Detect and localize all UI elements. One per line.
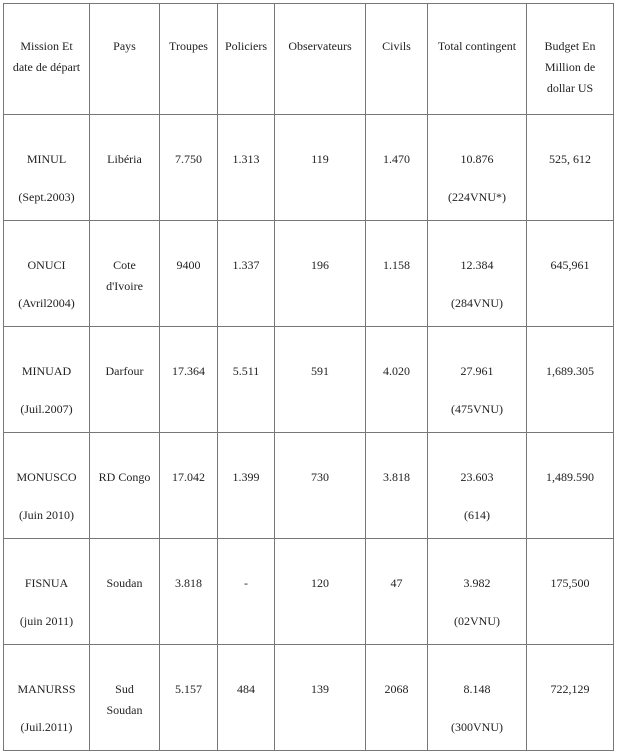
mission-name: FISNUA	[24, 576, 69, 590]
table-header	[4, 4, 614, 115]
header-civils: Civils	[366, 4, 428, 115]
total-note: (300VNU)	[451, 720, 503, 734]
policiers-cell: 1.313	[218, 115, 275, 221]
mission-cell	[4, 221, 90, 327]
header-troupes: Troupes	[160, 4, 218, 115]
pays-cell: Soudan	[90, 539, 160, 645]
mission-cell	[4, 433, 90, 539]
table-row	[4, 221, 614, 327]
header-policiers: Policiers	[218, 4, 275, 115]
mission-date: (Juil.2007)	[20, 402, 73, 416]
budget-cell: 722,129	[527, 645, 614, 751]
mission-name: ONUCI	[27, 258, 66, 272]
header-mission: Mission Et date de départ	[4, 4, 90, 115]
mission-cell	[4, 539, 90, 645]
table-row	[4, 645, 614, 751]
total-cell	[428, 433, 527, 539]
pays-cell: Sud Soudan	[90, 645, 160, 751]
observateurs-cell: 139	[275, 645, 366, 751]
observateurs-cell: 591	[275, 327, 366, 433]
header-budget: Budget En Million de dollar US	[527, 4, 614, 115]
civils-cell: 3.818	[366, 433, 428, 539]
troupes-cell: 9400	[160, 221, 218, 327]
mission-date: (juin 2011)	[19, 614, 74, 628]
pays-cell: Cote d'Ivoire	[90, 221, 160, 327]
total-note: (02VNU)	[454, 614, 500, 628]
mission-cell	[4, 327, 90, 433]
troupes-cell: 17.364	[160, 327, 218, 433]
civils-cell: 1.470	[366, 115, 428, 221]
mission-name: MINUL	[26, 152, 67, 166]
table-row	[4, 115, 614, 221]
mission-date: (Juil.2011)	[20, 720, 73, 734]
policiers-cell: 484	[218, 645, 275, 751]
mission-name: MINUAD	[21, 364, 72, 378]
header-observateurs: Observateurs	[275, 4, 366, 115]
total-cell	[428, 221, 527, 327]
pays-cell: RD Congo	[90, 433, 160, 539]
total-note: (224VNU*)	[448, 190, 506, 204]
total-cell	[428, 539, 527, 645]
mission-cell	[4, 115, 90, 221]
civils-cell: 47	[366, 539, 428, 645]
total-note: (614)	[464, 508, 490, 522]
budget-cell: 1,489.590	[527, 433, 614, 539]
total-value: 12.384	[460, 258, 494, 272]
budget-cell: 1,689.305	[527, 327, 614, 433]
mission-date: (Juin 2010)	[19, 508, 74, 522]
table-body	[4, 115, 614, 751]
budget-cell: 525, 612	[527, 115, 614, 221]
observateurs-cell: 119	[275, 115, 366, 221]
observateurs-cell: 196	[275, 221, 366, 327]
troupes-cell: 17.042	[160, 433, 218, 539]
total-cell	[428, 327, 527, 433]
mission-cell	[4, 645, 90, 751]
total-value: 23.603	[460, 470, 494, 484]
header-pays: Pays	[90, 4, 160, 115]
total-value: 10.876	[460, 152, 494, 166]
civils-cell: 1.158	[366, 221, 428, 327]
mission-date: (Avril2004)	[18, 296, 75, 310]
policiers-cell: 1.337	[218, 221, 275, 327]
total-note: (475VNU)	[451, 402, 503, 416]
table-row	[4, 539, 614, 645]
observateurs-cell: 120	[275, 539, 366, 645]
policiers-cell: 5.511	[218, 327, 275, 433]
mission-date: (Sept.2003)	[18, 190, 75, 204]
mission-name: MANURSS	[17, 682, 76, 696]
mission-name: MONUSCO	[16, 470, 77, 484]
policiers-cell: -	[218, 539, 275, 645]
total-cell	[428, 115, 527, 221]
total-note: (284VNU)	[451, 296, 503, 310]
missions-table	[3, 3, 614, 751]
budget-cell: 645,961	[527, 221, 614, 327]
troupes-cell: 3.818	[160, 539, 218, 645]
troupes-cell: 5.157	[160, 645, 218, 751]
total-value: 3.982	[463, 576, 491, 590]
table-row	[4, 433, 614, 539]
troupes-cell: 7.750	[160, 115, 218, 221]
total-value: 27.961	[460, 364, 494, 378]
budget-cell: 175,500	[527, 539, 614, 645]
total-cell	[428, 645, 527, 751]
civils-cell: 4.020	[366, 327, 428, 433]
civils-cell: 2068	[366, 645, 428, 751]
observateurs-cell: 730	[275, 433, 366, 539]
table-row	[4, 327, 614, 433]
policiers-cell: 1.399	[218, 433, 275, 539]
total-value: 8.148	[463, 682, 491, 696]
pays-cell: Darfour	[90, 327, 160, 433]
pays-cell: Libéria	[90, 115, 160, 221]
header-total: Total contingent	[428, 4, 527, 115]
